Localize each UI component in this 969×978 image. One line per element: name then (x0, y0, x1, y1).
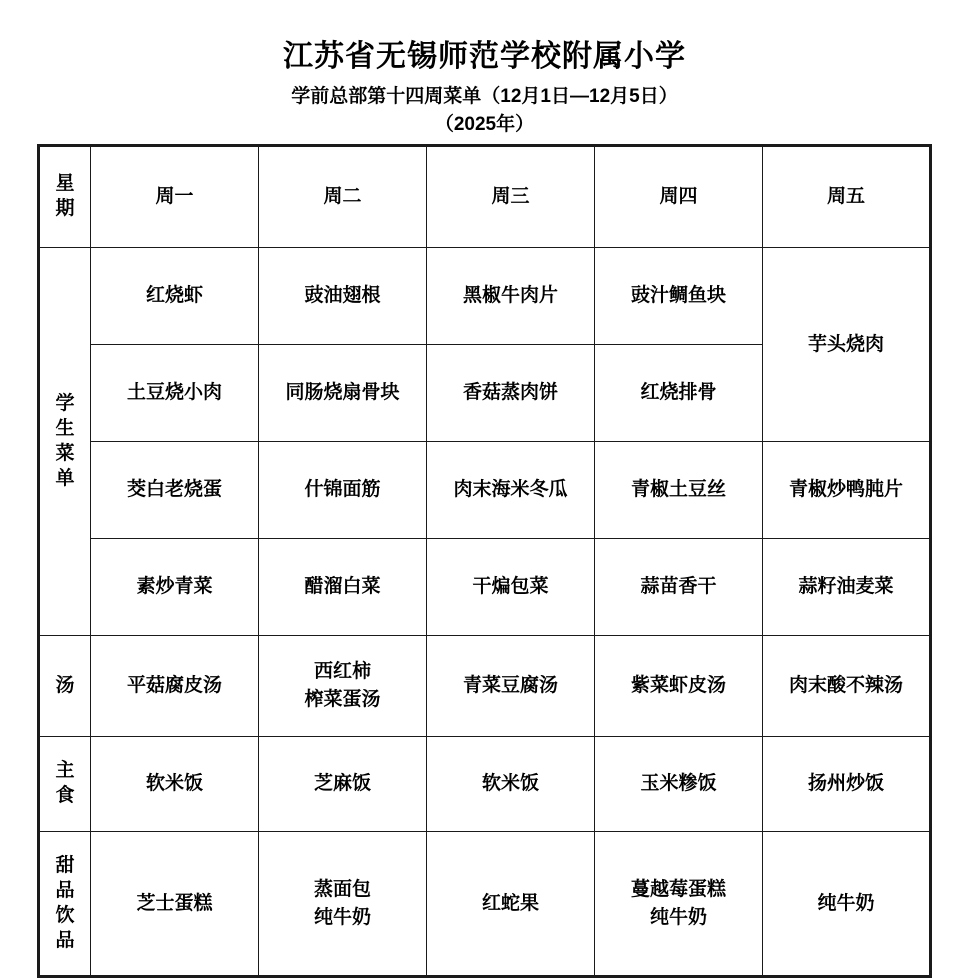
staple-cell: 软米饭 (427, 737, 595, 832)
corner-label-char-2: 期 (55, 198, 75, 220)
dish-cell: 干煸包菜 (427, 539, 595, 636)
dish-cell: 红烧虾 (91, 248, 259, 345)
staple-cell: 软米饭 (91, 737, 259, 832)
student-menu-label-char-2: 生 (55, 417, 75, 439)
dish-cell: 什锦面筋 (259, 442, 427, 539)
dessert-cell: 纯牛奶 (763, 832, 931, 977)
soup-cell: 紫菜虾皮汤 (595, 636, 763, 737)
header-day-monday: 周一 (91, 146, 259, 248)
menu-table-wrapper (37, 144, 931, 978)
table-row (39, 442, 931, 539)
header-day-wednesday: 周三 (427, 146, 595, 248)
soup-cell-line-1: 西红柿 (313, 661, 371, 683)
table-row-soup (39, 636, 931, 737)
header-day-tuesday: 周二 (259, 146, 427, 248)
header-corner-weekday-label (39, 146, 91, 248)
dessert-cell-line-2: 纯牛奶 (313, 906, 371, 928)
student-menu-label-char-1: 学 (55, 392, 75, 414)
student-menu-label-char-3: 菜 (55, 442, 75, 464)
dessert-label-char-2: 品 (55, 879, 75, 901)
dish-cell: 黑椒牛肉片 (427, 248, 595, 345)
staple-label-char-1: 主 (55, 760, 75, 782)
table-row-staple (39, 737, 931, 832)
table-row-dessert (39, 832, 931, 977)
dish-cell: 蒜苗香干 (595, 539, 763, 636)
dessert-cell-line-1: 蔓越莓蛋糕 (630, 878, 726, 900)
dish-cell: 土豆烧小肉 (91, 345, 259, 442)
corner-label-char-1: 星 (55, 173, 75, 195)
dish-cell: 茭白老烧蛋 (91, 442, 259, 539)
dessert-cell (595, 832, 763, 977)
dessert-label-char-4: 品 (55, 929, 75, 951)
staple-cell: 玉米糁饭 (595, 737, 763, 832)
title-block (0, 0, 969, 139)
header-day-thursday: 周四 (595, 146, 763, 248)
dish-cell: 红烧排骨 (595, 345, 763, 442)
header-day-friday: 周五 (763, 146, 931, 248)
dish-cell: 香菇蒸肉饼 (427, 345, 595, 442)
soup-cell (259, 636, 427, 737)
dessert-cell-line-2: 纯牛奶 (649, 906, 707, 928)
soup-cell-line-2: 榨菜蛋汤 (304, 689, 381, 710)
staple-cell: 扬州炒饭 (763, 737, 931, 832)
dish-cell: 豉汁鲷鱼块 (595, 248, 763, 345)
table-row (39, 539, 931, 636)
section-label-dessert-drink (39, 832, 91, 977)
dish-cell: 青椒土豆丝 (595, 442, 763, 539)
dessert-label-char-1: 甜 (55, 854, 75, 876)
dish-cell: 素炒青菜 (91, 539, 259, 636)
dish-cell: 青椒炒鸭肫片 (763, 442, 931, 539)
dish-cell: 醋溜白菜 (259, 539, 427, 636)
dessert-cell: 芝士蛋糕 (91, 832, 259, 977)
dish-cell: 豉油翅根 (259, 248, 427, 345)
menu-subtitle: 学前总部第十四周菜单（12月1日—12月5日） (291, 85, 678, 107)
student-menu-label-char-4: 单 (55, 467, 75, 489)
soup-cell: 平菇腐皮汤 (91, 636, 259, 737)
dessert-label-char-3: 饮 (55, 904, 75, 926)
staple-label-char-2: 食 (55, 785, 75, 807)
dessert-cell: 红蛇果 (427, 832, 595, 977)
dessert-cell-line-1: 蒸面包 (313, 878, 371, 900)
weekly-menu-table (37, 144, 932, 978)
dish-cell: 肉末海米冬瓜 (427, 442, 595, 539)
menu-year: （2025年） (434, 114, 535, 135)
dessert-cell (259, 832, 427, 977)
staple-cell: 芝麻饭 (259, 737, 427, 832)
page-title: 江苏省无锡师范学校附属小学 (283, 40, 686, 73)
dish-cell: 蒜籽油麦菜 (763, 539, 931, 636)
soup-cell: 青菜豆腐汤 (427, 636, 595, 737)
soup-cell: 肉末酸不辣汤 (763, 636, 931, 737)
section-label-staple (39, 737, 91, 832)
table-header-row (39, 146, 931, 248)
section-label-soup: 汤 (39, 636, 91, 737)
table-row (39, 248, 931, 345)
section-label-student-menu (39, 248, 91, 636)
dish-cell-merged-friday: 芋头烧肉 (763, 248, 931, 442)
dish-cell: 同肠烧扇骨块 (259, 345, 427, 442)
